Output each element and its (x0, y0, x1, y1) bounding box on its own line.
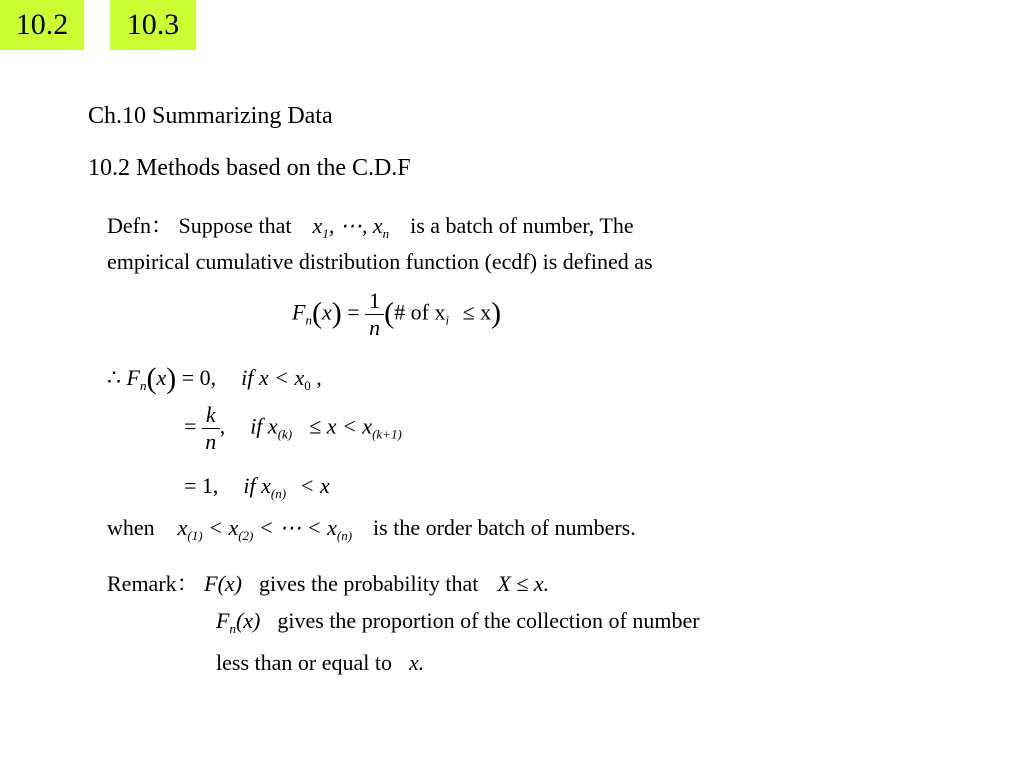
case-2-fraction: $\frac{k}{n}$ (202, 402, 220, 455)
case-1: ∴ $F_n(x) = 0$, if $x < x_0$ , (107, 362, 322, 395)
definition-line-2: empirical cumulative distribution function (ecdf) is defined as (107, 249, 653, 274)
remark-line-3: less than or equal to x. (216, 650, 425, 675)
tab-10-2[interactable]: 10.2 (0, 0, 84, 50)
tab-10-3[interactable]: 10.3 (110, 0, 196, 50)
definition-text-b: is a batch of number, The (410, 213, 634, 238)
remark-label: Remark： (107, 571, 199, 596)
ecdf-fraction: $\frac{1}{n}$ (365, 288, 384, 341)
section-title: 10.2 Methods based on the C.D.F (88, 155, 411, 181)
definition-line-1 (107, 209, 634, 242)
order-statistics: $x_{(1)} < x_{(2)}$ < ⋯ < $x_{(n)}$ (177, 515, 353, 543)
ecdf-formula: $F_n(x)$ = $\frac{1}{n}$ (# of $x_i \le x$) (292, 288, 502, 340)
order-statistics-line: when $x_{(1)} < x_{(2)}$ < ⋯ < $x_{(n)}$ is the order batch of numbers. (107, 515, 636, 543)
case-3: = 1, if $x_{(n)} < x$ (184, 473, 330, 501)
batch-x1-to-xn: $x_1$, ⋯, $x_n$ (312, 213, 390, 241)
definition-label: Defn： (107, 213, 173, 238)
chapter-title: Ch.10 Summarizing Data (88, 103, 333, 129)
case-2: = $\frac{k}{n}$ , if $x_{(k)} \le x < x_{(k+1)}$ (184, 402, 402, 454)
remark-line-1: Remark： F(x) gives the probability that X ≤ x. (107, 571, 550, 596)
remark-line-2: $F_n(x)$ gives the proportion of the collection of number (216, 608, 700, 636)
definition-text-a: Suppose that (178, 213, 292, 238)
